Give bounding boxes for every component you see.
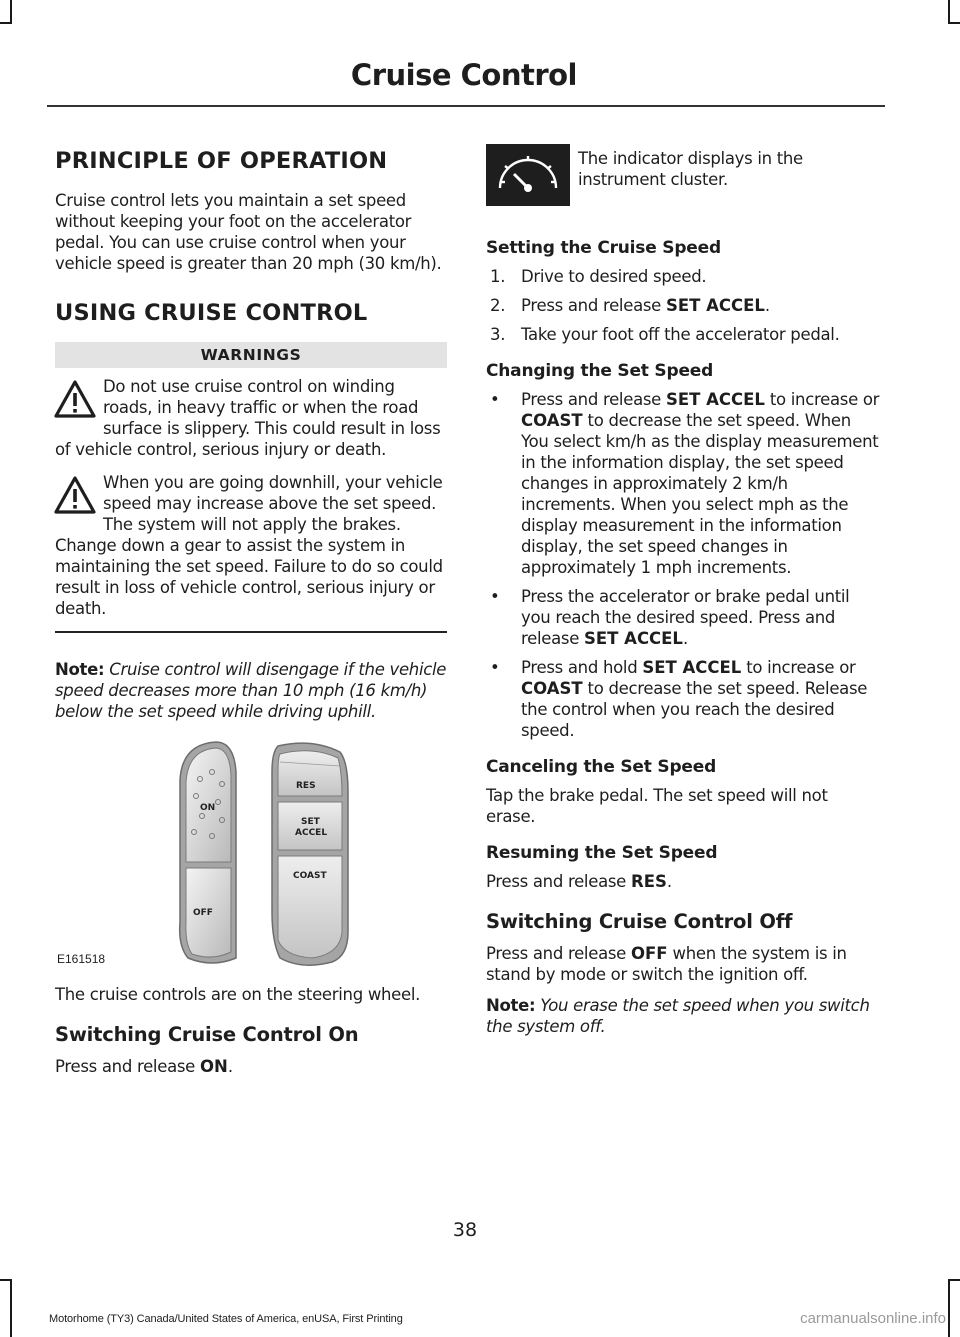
- warnings-end-rule: [55, 631, 447, 633]
- key-on: ON: [199, 1057, 228, 1076]
- controls-location-paragraph: The cruise controls are on the steering wheel.: [55, 985, 421, 1004]
- instruction-text: when the system is in stand by mode or switch the ignition off.: [486, 944, 847, 984]
- bullet-text: to increase or: [741, 658, 856, 677]
- instruction-end: .: [227, 1057, 233, 1076]
- resuming-instruction: [486, 871, 880, 892]
- list-item: [486, 389, 880, 578]
- heading-resuming-speed: Resuming the Set Speed: [486, 843, 718, 863]
- key-set-accel: SET ACCEL: [665, 296, 765, 315]
- key-res: RES: [630, 872, 667, 891]
- step-text: Drive to desired speed.: [521, 267, 707, 286]
- warning-block: [55, 376, 447, 460]
- bullet-text: Press and release: [521, 390, 666, 409]
- instruction-end: .: [666, 872, 672, 891]
- note-label: Note:: [55, 660, 105, 679]
- bullet: •: [490, 658, 500, 677]
- crop-mark: [10, 1279, 12, 1337]
- button-off-label: OFF: [193, 908, 213, 918]
- footer-imprint: Motorhome (TY3) Canada/United States of America, enUSA, First Printing: [49, 1313, 403, 1325]
- bullet: •: [490, 390, 500, 409]
- bullet-text: Press and hold: [521, 658, 643, 677]
- bullet-text: to decrease the set speed. When You select km/h as the display measurement in the information display, the set speed changes in approximately 2 km/h increments. When you select mph as the display measurement in the information display, the set speed changes in approximately 1 mph increments.: [521, 411, 879, 577]
- crop-mark: [948, 1279, 950, 1337]
- list-item: [486, 324, 880, 345]
- crop-mark: [948, 1279, 960, 1281]
- crop-mark: [0, 22, 12, 24]
- bullet-text: to decrease the set speed. Release the control when you reach the desired speed.: [521, 679, 868, 740]
- speedometer-indicator-icon: [486, 144, 570, 206]
- page-header-title: Cruise Control: [350, 58, 577, 92]
- heading-switching-on: Switching Cruise Control On: [55, 1023, 359, 1046]
- button-coast-label: COAST: [293, 871, 327, 881]
- warning-text: When you are going downhill, your vehicle speed may increase above the set speed. The system will not apply the brakes. Change down a gear to assist the system in maintaining the set speed. Failure to do so could result in loss of vehicle control, serious injury or death.: [55, 473, 443, 618]
- list-item: [486, 586, 880, 649]
- left-column: [55, 130, 447, 1087]
- heading-using-cruise-control: USING CRUISE CONTROL: [55, 300, 368, 326]
- list-item: [486, 295, 880, 316]
- list-item: [486, 266, 880, 287]
- note-text: Cruise control will disengage if the vehicle speed decreases more than 10 mph (16 km/h) below the set speed while driving uphill.: [55, 660, 447, 721]
- watermark: carmanualsonline.info: [800, 1310, 946, 1327]
- step-text: Press and release: [521, 296, 666, 315]
- right-column: [486, 130, 880, 1047]
- heading-canceling-speed: Canceling the Set Speed: [486, 757, 717, 777]
- warnings-header: WARNINGS: [55, 342, 447, 368]
- crop-mark: [10, 0, 12, 22]
- heading-principle-of-operation: PRINCIPLE OF OPERATION: [55, 148, 388, 174]
- list-number: 1.: [490, 267, 506, 286]
- key-set-accel: SET ACCEL: [642, 658, 742, 677]
- note: [486, 995, 880, 1037]
- heading-setting-speed: Setting the Cruise Speed: [486, 238, 721, 258]
- bullet-text: Press the accelerator or brake pedal until you reach the desired speed. Press and release: [521, 587, 850, 648]
- principle-paragraph: Cruise control lets you maintain a set speed without keeping your foot on the accelerator pedal. You can use cruise control when your vehicle speed is greater than 20 mph (30 km/h).: [55, 191, 442, 273]
- note-text: You erase the set speed when you switch the system off.: [486, 996, 870, 1036]
- instruction-text: Press and release: [55, 1057, 200, 1076]
- indicator-block: [486, 130, 880, 222]
- cruise-controls-figure: [55, 732, 447, 968]
- instruction-text: Press and release: [486, 872, 631, 891]
- crop-mark: [0, 1279, 12, 1281]
- key-set-accel: SET ACCEL: [665, 390, 765, 409]
- key-coast: COAST: [521, 679, 583, 698]
- heading-switching-off: Switching Cruise Control Off: [486, 910, 793, 933]
- steering-wheel-cruise-buttons-illustration: [172, 732, 354, 968]
- step-text-end: .: [764, 296, 770, 315]
- switching-on-instruction: [55, 1056, 447, 1077]
- bullet-text: .: [682, 629, 688, 648]
- button-set-label: SET: [301, 817, 320, 827]
- button-res-label: RES: [296, 781, 316, 791]
- button-accel-label: ACCEL: [295, 828, 328, 838]
- note: [55, 659, 447, 722]
- key-set-accel: SET ACCEL: [584, 629, 683, 648]
- warning-text: Do not use cruise control on winding roads, in heavy traffic or when the road surface is slippery. This could result in loss of vehicle control, serious injury or death.: [55, 377, 441, 459]
- crop-mark: [948, 22, 960, 24]
- bullet-text: to increase or: [764, 390, 880, 409]
- key-coast: COAST: [521, 411, 583, 430]
- button-on-label: ON: [200, 803, 216, 813]
- list-number: 3.: [490, 325, 506, 344]
- indicator-text: The indicator displays in the instrument cluster.: [578, 149, 803, 189]
- figure-id: E161518: [57, 952, 106, 966]
- header-divider: [47, 105, 885, 107]
- crop-mark: [948, 0, 950, 22]
- heading-changing-speed: Changing the Set Speed: [486, 361, 714, 381]
- list-number: 2.: [490, 296, 506, 315]
- changing-speed-list: [486, 389, 880, 741]
- warning-triangle-icon: [53, 475, 97, 515]
- list-item: [486, 657, 880, 741]
- bullet: •: [490, 587, 500, 606]
- step-text: Take your foot off the accelerator pedal.: [521, 325, 840, 344]
- key-off: OFF: [630, 944, 668, 963]
- warning-triangle-icon: [53, 379, 97, 419]
- page-number: 38: [452, 1219, 478, 1241]
- switching-off-instruction: [486, 943, 880, 985]
- setting-steps-list: [486, 266, 880, 345]
- instruction-text: Press and release: [486, 944, 631, 963]
- warning-block: [55, 472, 447, 619]
- canceling-paragraph: Tap the brake pedal. The set speed will not erase.: [486, 786, 828, 826]
- note-label: Note:: [486, 996, 536, 1015]
